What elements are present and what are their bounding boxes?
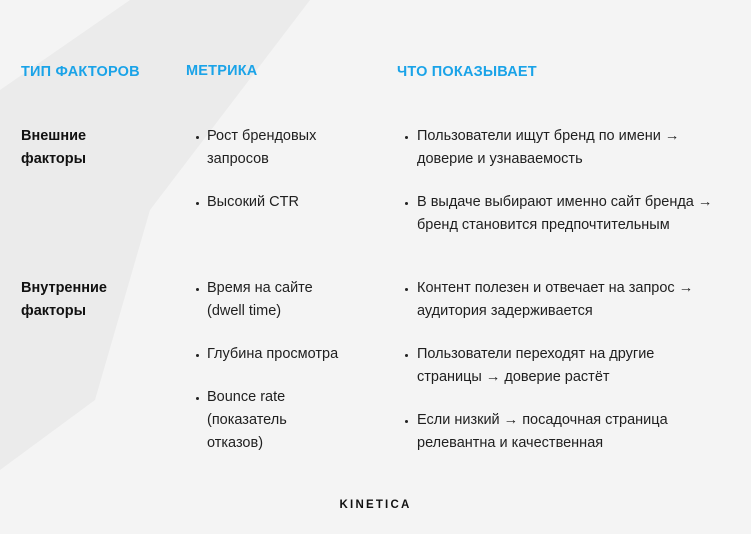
shows-dwell-time: Контент полезен и отвечает на запрос → аудитория задерживается bbox=[417, 280, 694, 319]
category-external: Внешние факторы bbox=[21, 128, 87, 167]
metric-dwell-time: Время на сайте (dwell time) bbox=[207, 280, 313, 319]
bullet-icon bbox=[196, 397, 199, 400]
bullet-icon bbox=[196, 288, 199, 291]
shows-ctr: В выдаче выбирают именно сайт бренда → бренд становится предпочтительным bbox=[417, 194, 713, 233]
shows-depth: Пользователи переходят на другие страницы → доверие растёт bbox=[417, 346, 655, 385]
metric-brand-queries: Рост брендовых запросов bbox=[207, 128, 317, 167]
column-header-metric: МЕТРИКА bbox=[186, 63, 258, 79]
metric-depth: Глубина просмотра bbox=[207, 346, 339, 362]
bullet-icon bbox=[405, 288, 408, 291]
column-header-type: ТИП ФАКТОРОВ bbox=[21, 64, 140, 80]
bullet-icon bbox=[405, 136, 408, 139]
bullet-icon bbox=[196, 136, 199, 139]
column-header-shows: ЧТО ПОКАЗЫВАЕТ bbox=[397, 64, 537, 80]
category-internal: Внутренние факторы bbox=[21, 280, 107, 319]
bullet-icon bbox=[196, 202, 199, 205]
brand-logo: KINETICA bbox=[339, 499, 412, 511]
bullet-icon bbox=[405, 354, 408, 357]
metric-bounce-rate: Bounce rate (показатель отказов) bbox=[207, 389, 287, 451]
bullet-icon bbox=[196, 354, 199, 357]
shows-brand-queries: Пользователи ищут бренд по имени → доверие и узнаваемость bbox=[417, 128, 680, 167]
bullet-icon bbox=[405, 420, 408, 423]
shows-bounce-rate: Если низкий → посадочная страница релевантна и качественная bbox=[417, 412, 668, 451]
bullet-icon bbox=[405, 202, 408, 205]
metric-ctr: Высокий CTR bbox=[207, 194, 299, 210]
